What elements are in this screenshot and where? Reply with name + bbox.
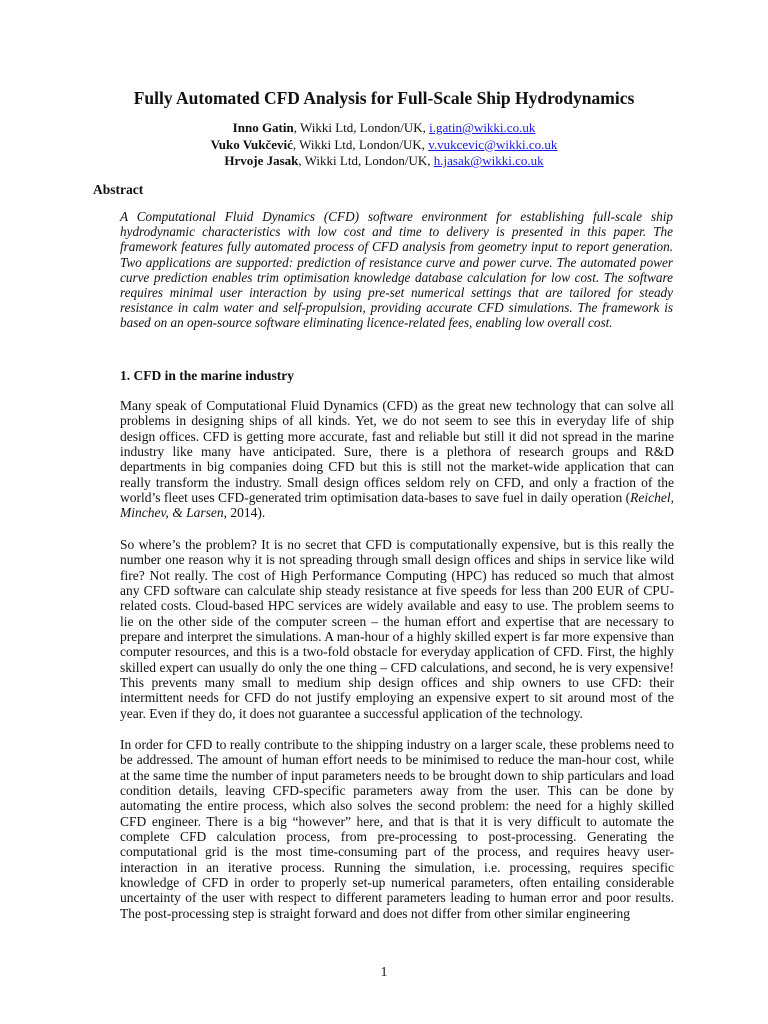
author-email-link[interactable]: h.jasak@wikki.co.uk bbox=[433, 153, 544, 168]
author-line bbox=[0, 153, 768, 170]
abstract-text: A Computational Fluid Dynamics (CFD) software environment for establishing full-scale ship hydrodynamic characteristics with low cost and time to delivery is presented in this paper. The framework features fully automated process of CFD analysis from geometry input to report generation. Two applications are supported: prediction of resistance curve and power curve. The automated power curve prediction enables trim optimisation knowledge database calculation for low cost. The software requires minimal user interaction by using pre-set numerical settings that are tailored for steady resistance in calm water and self-propulsion, providing accurate CFD simulations. The framework is based on an open-source software eliminating licence-related fees, enabling low overall cost. bbox=[120, 209, 673, 331]
author-email-link[interactable]: v.vukcevic@wikki.co.uk bbox=[428, 136, 558, 152]
author-line bbox=[0, 120, 768, 137]
author-name: Vuko Vukčević bbox=[210, 136, 293, 152]
paragraph-text: Many speak of Computational Fluid Dynamics (CFD) as the great new technology that can solve all problems in designing ships of all kinds. Yet, we do not seem to see this in everyday life of ship design offices. CFD is getting more accurate, fast and reliable but still it did not spread in the marine industry like many have anticipated. Sure, there is a plethora of research groups and R&D departments in big companies doing CFD but this is still not the market-wide application that can really transform the industry. Small design offices seldom rely on CFD, and only a fraction of the world’s fleet uses CFD-generated trim optimisation data-bases to save fuel in daily operation ( bbox=[120, 398, 674, 506]
section-heading: 1. CFD in the marine industry bbox=[120, 368, 295, 383]
citation-year: , 2014). bbox=[223, 505, 266, 521]
author-affiliation: , Wikki Ltd, London/UK, bbox=[292, 136, 429, 152]
abstract-heading: Abstract bbox=[93, 182, 144, 197]
author-email-link[interactable]: i.gatin@wikki.co.uk bbox=[429, 120, 536, 135]
citation-authors: Reichel, Minchev, & Larsen bbox=[120, 490, 674, 521]
author-affiliation: , Wikki Ltd, London/UK, bbox=[298, 153, 434, 168]
body-paragraph-2: So where’s the problem? It is no secret that CFD is computationally expensive, but is this really the number one reason why it is not spreading through small design offices and ships in service like wild fire? Not really. The cost of High Performance Computing (HPC) has reduced so much that almost any CFD software can calculate ship steady resistance at five speeds for less than 200 EUR of CPU-related costs. Cloud-based HPC services are widely available and easy to use. The problem seems to lie on the other side of the computer screen – the human effort and expertise that are necessary to prepare and interpret the simulations. A man-hour of a highly skilled expert is far more expensive than computer resources, and this is a two-fold obstacle for everyday application of CFD. First, the highly skilled expert can usually do only the one thing – CFD calculations, and second, he is very expensive! This prevents many small to medium ship design offices and ship owners to use CFD: their intermittent needs for CFD do not justify employing an expensive expert to sit around most of the year. Even if they do, it does not guarantee a successful application of the technology. bbox=[120, 537, 674, 721]
author-name: Inno Gatin bbox=[232, 120, 294, 135]
author-affiliation: , Wikki Ltd, London/UK, bbox=[293, 120, 430, 135]
page-number: 1 bbox=[380, 964, 388, 979]
body-paragraph-3: In order for CFD to really contribute to the shipping industry on a larger scale, these problems need to be addressed. The amount of human effort needs to be minimised to reduce the man-hour cost, while at the same time the number of input parameters needs to be brought down to ship particulars and load condition details, leaving CFD-specific parameters away from the user. This can be done by automating the entire process, which also solves the second problem: the need for a highly skilled CFD engineer. There is a big “however” here, and that is that it is very difficult to automate the complete CFD calculation process, from pre-processing to post-processing. Generating the computational grid is the most time-consuming part of the process, and requires heavy user-interaction in an iterative process. Running the simulation, i.e. processing, requires specific knowledge of CFD in order to properly set-up numerical parameters, often entailing considerable uncertainty of the user with respect to different parameters leading to human error and poor results. The post-processing step is straight forward and does not differ from other similar engineering bbox=[120, 737, 674, 921]
paper-title: Fully Automated CFD Analysis for Full-Scale Ship Hydrodynamics bbox=[133, 88, 635, 108]
author-name: Hrvoje Jasak bbox=[224, 153, 299, 168]
author-block bbox=[0, 120, 768, 170]
body-paragraph-1 bbox=[120, 398, 674, 521]
author-line bbox=[0, 137, 768, 154]
